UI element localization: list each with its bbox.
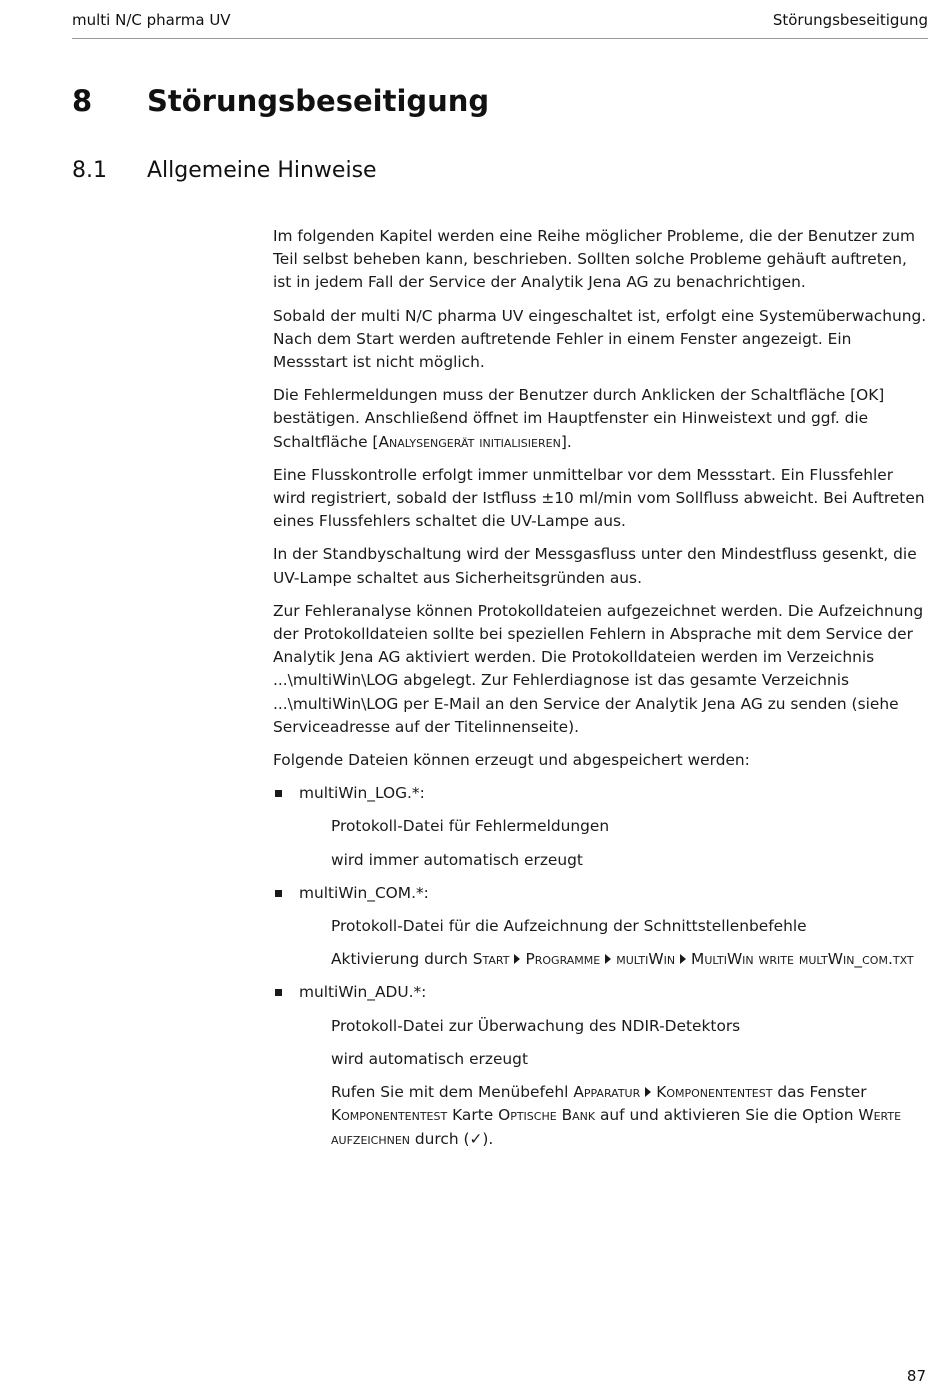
file-name-adu: multiWin_ADU.*:: [299, 983, 427, 1002]
com-details: [299, 915, 928, 971]
running-header: [72, 11, 928, 39]
list-item: wird immer automatisch erzeugt: [331, 850, 583, 869]
text: Rufen Sie mit dem Menübefehl: [331, 1083, 574, 1102]
menu-component-test: Komponententest: [656, 1083, 773, 1102]
paragraph-flow-control: Eine Flusskontrolle erfolgt immer unmittelbar vor dem Messstart. Ein Flussfehler wird registriert, sobald der Istfluss ±10 ml/min vom Sollfluss abweicht. Bei Auftreten eines Flussfehlers schaltet die UV-Lampe aus.: [273, 465, 925, 531]
paragraph-error-messages: [273, 384, 928, 454]
paragraph-log-files: Zur Fehleranalyse können Protokolldateien aufgezeichnet werden. Die Aufzeichnung der Protokolldateien sollte bei speziellen Fehlern in Absprache mit dem Service der Analytik Jena AG aktiviert werden. Die Protokolldateien werden im Verzeichnis ...\multiWin\LOG abgelegt. Zur Fehlerdiagnose ist das gesamte Verzeichnis ...\multiWin\LOG per E-Mail an den Service der Analytik Jena AG zu senden (siehe Serviceadresse auf der Titelinnenseite).: [273, 601, 924, 736]
tab-optical-bench: Optische Bank: [498, 1106, 596, 1125]
file-list: [273, 782, 928, 1150]
error-messages-text-b: ].: [560, 432, 572, 451]
file-name-com: multiWin_COM.*:: [299, 883, 429, 902]
error-messages-text-a: Die Fehlermeldungen muss der Benutzer durch Anklicken der Schaltfläche [OK] bestätigen. Anschließend öffnet im Hauptfenster ein Hinweistext und ggf. die Schaltfläche [: [273, 386, 885, 451]
list-item-adu: [273, 981, 928, 1150]
header-document-title: multi N/C pharma UV: [72, 11, 231, 29]
text: das Fenster: [772, 1083, 867, 1102]
section-number: 8.1: [72, 158, 107, 183]
menu-path-multiwin: multiWin: [616, 950, 676, 969]
list-item-log: [273, 782, 928, 872]
chapter-heading: [72, 84, 489, 118]
menu-path-programs: Programme: [525, 950, 601, 969]
paragraph-files-intro: Folgende Dateien können erzeugt und abgespeichert werden:: [273, 751, 750, 770]
menu-path-multiwin-write: MultiWin write multWin_com.txt: [691, 950, 914, 969]
menu-apparatus: Apparatur: [573, 1083, 641, 1102]
option-record-values: Werte aufzeichnen: [331, 1106, 902, 1148]
list-item: Protokoll-Datei für Fehlermeldungen: [331, 817, 610, 836]
paragraph-standby: In der Standbyschaltung wird der Messgasfluss unter den Mindestfluss gesenkt, die UV-Lampe schaltet aus Sicherheitsgründen aus.: [273, 545, 917, 587]
text: durch (✓).: [410, 1129, 494, 1148]
log-details: [299, 815, 928, 871]
menu-path-start: Start: [472, 950, 510, 969]
list-item: Protokoll-Datei zur Überwachung des NDIR-Detektors: [331, 1016, 741, 1035]
arrow-right-icon: [605, 954, 611, 964]
list-item-component-test: [299, 1081, 928, 1151]
list-item: wird automatisch erzeugt: [331, 1049, 528, 1068]
list-item-com: [273, 882, 928, 972]
chapter-title: Störungsbeseitigung: [147, 84, 490, 118]
section-heading: [72, 158, 377, 183]
paragraph-system-monitoring: Sobald der multi N/C pharma UV eingeschaltet ist, erfolgt eine Systemüberwachung. Nach dem Start werden auftretende Fehler in einem Fenster angezeigt. Ein Messstart ist nicht möglich.: [273, 306, 927, 372]
page-number: 87: [906, 1367, 926, 1385]
list-item-activation: [299, 948, 928, 971]
initialize-analyzer-label: Analysengerät initialisieren: [378, 432, 561, 451]
chapter-number: 8: [72, 84, 93, 118]
section-title: Allgemeine Hinweise: [147, 158, 377, 183]
text: Karte: [447, 1106, 499, 1125]
list-item: Protokoll-Datei für die Aufzeichnung der Schnittstellenbefehle: [331, 917, 807, 936]
file-name-log: multiWin_LOG.*:: [299, 784, 425, 803]
adu-details: [299, 1015, 928, 1151]
header-chapter-title: Störungsbeseitigung: [772, 11, 928, 29]
paragraph-intro: Im folgenden Kapitel werden eine Reihe möglicher Probleme, die der Benutzer zum Teil selbst beheben kann, beschrieben. Sollten solche Probleme gehäuft auftreten, ist in jedem Fall der Service der Analytik Jena AG zu benachrichtigen.: [273, 227, 915, 292]
window-component-test: Komponententest: [331, 1106, 448, 1125]
main-content: [273, 225, 928, 1161]
text: auf und aktivieren Sie die Option: [595, 1106, 859, 1125]
activation-prefix: Aktivierung durch: [331, 950, 473, 969]
arrow-right-icon: [645, 1087, 651, 1097]
arrow-right-icon: [680, 954, 686, 964]
arrow-right-icon: [514, 954, 520, 964]
